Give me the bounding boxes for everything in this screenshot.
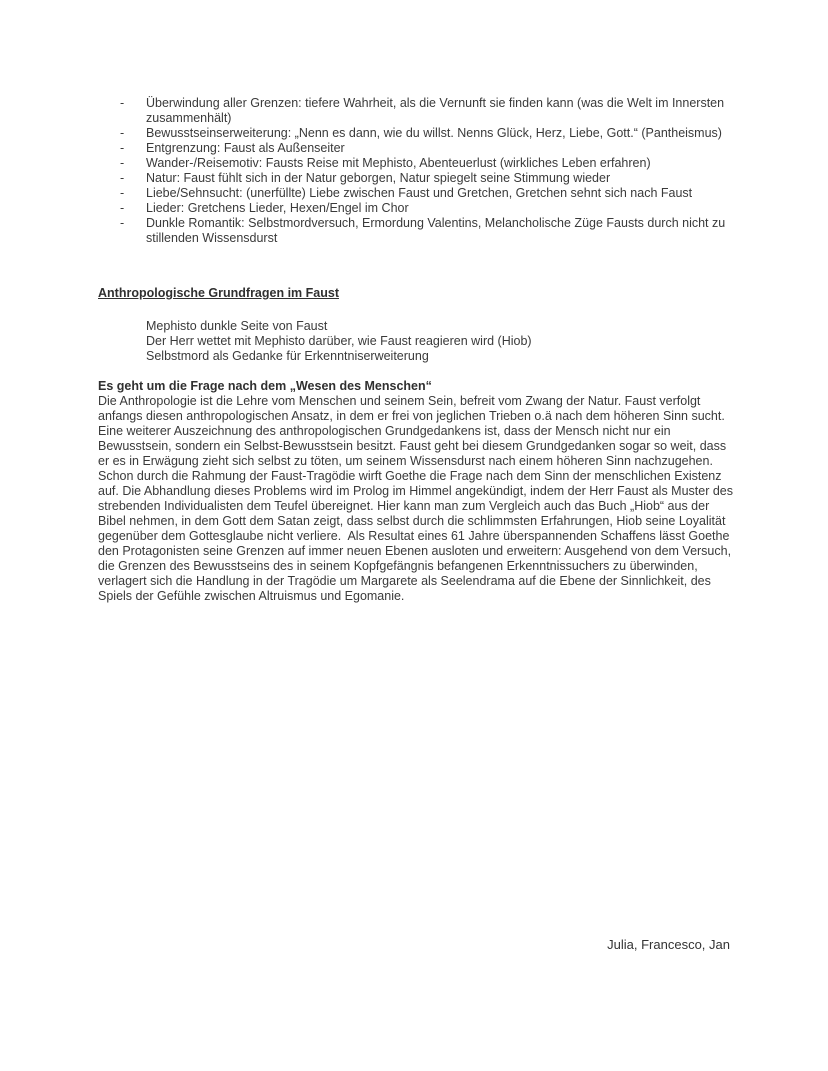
- bullet-text: Überwindung aller Grenzen: tiefere Wahrheit, als die Vernunft sie finden kann (was die Welt im Innersten zusammenhält): [146, 96, 728, 125]
- bullet-text: Dunkle Romantik: Selbstmordversuch, Ermordung Valentins, Melancholische Züge Fausts durch nicht zu stillenden Wissensdurst: [146, 216, 729, 245]
- list-item: [98, 156, 738, 171]
- bullet-text: Liebe/Sehnsucht: (unerfüllte) Liebe zwischen Faust und Gretchen, Gretchen sehnt sich nach Faust: [146, 186, 693, 200]
- bullet-marker: -: [120, 141, 125, 155]
- bullet-marker: -: [120, 201, 125, 215]
- list-item: [98, 126, 738, 141]
- bullet-marker: -: [120, 126, 125, 140]
- section-heading: Anthropologische Grundfragen im Faust: [98, 286, 339, 300]
- list-item: [98, 141, 738, 156]
- document-content: [98, 96, 738, 604]
- list-item: [98, 96, 738, 126]
- bullet-marker: -: [120, 96, 125, 110]
- bullet-text: Bewusstseinserweiterung: „Nenn es dann, wie du willst. Nenns Glück, Herz, Liebe, Gott.“ (Pantheismus): [146, 126, 722, 140]
- bullet-text: Natur: Faust fühlt sich in der Natur geborgen, Natur spiegelt seine Stimmung wieder: [146, 171, 611, 185]
- motifs-bullet-list: [98, 96, 738, 246]
- bullet-marker: -: [120, 216, 125, 230]
- bullet-text: Wander-/Reisemotiv: Fausts Reise mit Mephisto, Abenteuerlust (wirkliches Leben erfahren): [146, 156, 651, 170]
- note-line: Der Herr wettet mit Mephisto darüber, wie Faust reagieren wird (Hiob): [146, 334, 532, 348]
- bullet-text: Lieder: Gretchens Lieder, Hexen/Engel im Chor: [146, 201, 409, 215]
- essay-paragraph-2: Schon durch die Rahmung der Faust-Tragödie wirft Goethe die Frage nach dem Sinn der menschlichen Existenz auf. Die Abhandlung dieses Problems wird im Prolog im Himmel angekündigt, indem der Herr Faust als Muster des strebenden Individualisten dem Teufel übereignet. Hier kann man zum Vergleich auch das Buch „Hiob“ aus der Bibel nehmen, in dem Gott dem Satan zeigt, dass selbst durch die schlimmsten Erfahrungen, Hiob seine Loyalität gegenüber dem Gottesglaube nicht verliere. Als Resultat eines 61 Jahre überspannenden Schaffens lässt Goethe den Protagonisten seine Grenzen auf immer neuen Ebenen ausloten und erweitern: Ausgehend von dem Versuch, die Grenzen des Bewusstseins des in seinem Kopfgefängnis befangenen Erkenntnissuchers zu überwinden, verlagert sich die Handlung in der Tragödie um Margarete als Seelendrama auf die Ebene der Sinnlichkeit, des Spiels der Gefühle zwischen Altruismus und Egomanie.: [98, 469, 737, 603]
- list-item: [98, 201, 738, 216]
- note-line: Selbstmord als Gedanke für Erkenntniserweiterung: [146, 349, 429, 363]
- note-line: Mephisto dunkle Seite von Faust: [146, 319, 328, 333]
- bullet-marker: -: [120, 156, 125, 170]
- bullet-text: Entgrenzung: Faust als Außenseiter: [146, 141, 345, 155]
- lead-sentence: Es geht um die Frage nach dem „Wesen des Menschen“: [98, 379, 432, 393]
- essay-paragraph-1: Die Anthropologie ist die Lehre vom Menschen und seinem Sein, befreit vom Zwang der Natur. Faust verfolgt anfangs diesen anthropologischen Ansatz, in dem er frei von jeglichen Trieben o.ä nach dem höheren Sinn sucht. Eine weiterer Auszeichnung des anthropologischen Grundgedankens ist, dass der Mensch nicht nur ein Bewusstsein, sondern ein Selbst-Bewusstsein besitzt. Faust geht bei diesem Grundgedanken sogar so weit, dass er es in Erwägung zieht sich selbst zu töten, um seinem Wissensdurst nach einem höheren Sinn nachzugehen.: [98, 394, 730, 468]
- authors-signature: Julia, Francesco, Jan: [607, 937, 730, 952]
- section-notes: [98, 319, 738, 364]
- list-item: [98, 171, 738, 186]
- bullet-marker: -: [120, 171, 125, 185]
- list-item: [98, 186, 738, 201]
- bullet-marker: -: [120, 186, 125, 200]
- list-item: [98, 216, 738, 246]
